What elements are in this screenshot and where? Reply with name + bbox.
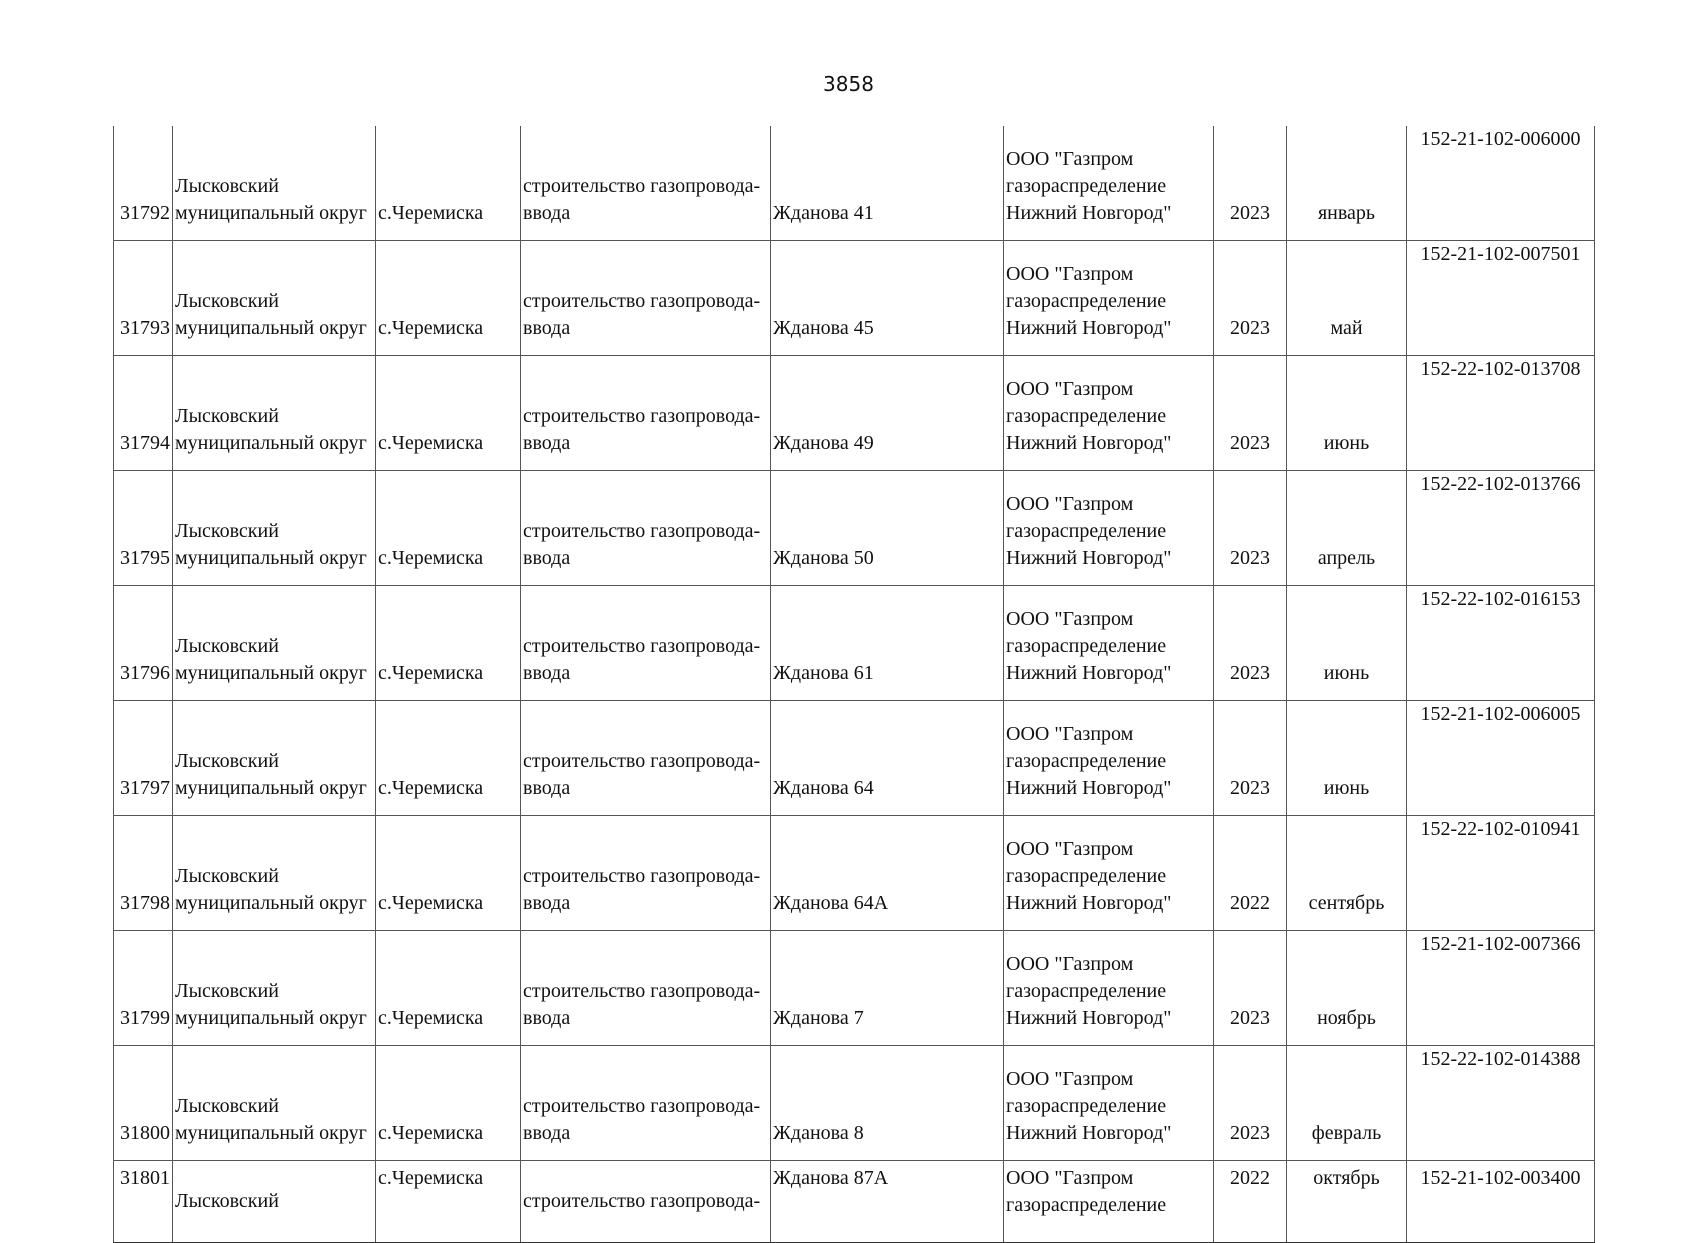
gas-connection-table [113, 126, 1595, 1243]
table-row [114, 356, 1595, 471]
organization-cell-text: Нижний Новгород" [1006, 432, 1172, 454]
table-row [114, 931, 1595, 1046]
organization-cell-text: газораспределение [1006, 635, 1167, 657]
village-cell-text: с.Черемиска [378, 202, 484, 224]
address-cell-text: Жданова 64А [773, 892, 889, 914]
year-cell [1214, 126, 1287, 241]
work-type-cell [521, 1046, 771, 1161]
address-cell-text: Жданова 45 [773, 317, 874, 339]
organization-cell [1004, 1161, 1214, 1243]
work-type-cell-text: строительство газопровода- [523, 750, 761, 772]
address-cell [771, 471, 1004, 586]
table-row [114, 586, 1595, 701]
address-cell-text: Жданова 8 [773, 1122, 864, 1144]
organization-cell-text: Нижний Новгород" [1006, 777, 1172, 799]
village-cell [376, 126, 521, 241]
organization-cell-text: газораспределение [1006, 750, 1167, 772]
row-number [114, 1161, 173, 1243]
table-row [114, 701, 1595, 816]
district-cell-text: муниципальный округ [175, 202, 367, 224]
district-cell-text: Лысковский [175, 750, 279, 772]
month-cell-text: июнь [1323, 662, 1370, 684]
year-cell-text: 2023 [1230, 662, 1270, 684]
application-code-cell [1407, 356, 1595, 471]
address-cell [771, 586, 1004, 701]
work-type-cell-text: ввода [523, 1007, 571, 1029]
month-cell [1287, 356, 1407, 471]
organization-cell-text: Нижний Новгород" [1006, 1007, 1172, 1029]
application-code-cell-text: 152-22-102-013766 [1420, 473, 1581, 495]
district-cell-text: Лысковский [175, 1190, 279, 1212]
month-cell [1287, 471, 1407, 586]
year-cell [1214, 586, 1287, 701]
month-cell [1287, 931, 1407, 1046]
row-number [114, 586, 173, 701]
application-code-cell-text: 152-21-102-007501 [1420, 243, 1581, 265]
district-cell-text: муниципальный округ [175, 1122, 367, 1144]
organization-cell-text: ООО "Газпром [1006, 1167, 1134, 1189]
organization-cell-text: ООО "Газпром [1006, 378, 1134, 400]
table-row [114, 1161, 1595, 1243]
work-type-cell [521, 816, 771, 931]
district-cell-text: муниципальный округ [175, 317, 367, 339]
village-cell [376, 471, 521, 586]
year-cell-text: 2022 [1230, 892, 1270, 914]
table-body [114, 126, 1595, 1243]
row-number [114, 701, 173, 816]
month-cell [1287, 1046, 1407, 1161]
organization-cell-text: газораспределение [1006, 175, 1167, 197]
district-cell-text: муниципальный округ [175, 892, 367, 914]
address-cell [771, 356, 1004, 471]
organization-cell-text: газораспределение [1006, 520, 1167, 542]
district-cell-text: Лысковский [175, 865, 279, 887]
table-row [114, 1046, 1595, 1161]
organization-cell-text: Нижний Новгород" [1006, 547, 1172, 569]
row-number [114, 931, 173, 1046]
village-cell-text: с.Черемиска [378, 1122, 484, 1144]
row-number-text: 31797 [120, 777, 170, 799]
row-number [114, 126, 173, 241]
year-cell-text: 2022 [1230, 1167, 1270, 1189]
month-cell [1287, 816, 1407, 931]
address-cell [771, 241, 1004, 356]
district-cell-text: Лысковский [175, 1095, 279, 1117]
organization-cell [1004, 471, 1214, 586]
district-cell-text: Лысковский [175, 980, 279, 1002]
address-cell-text: Жданова 61 [773, 662, 874, 684]
address-cell [771, 1161, 1004, 1243]
table-row [114, 471, 1595, 586]
table-row [114, 126, 1595, 241]
village-cell [376, 701, 521, 816]
row-number [114, 241, 173, 356]
month-cell [1287, 1161, 1407, 1243]
district-cell [173, 1161, 376, 1243]
application-code-cell-text: 152-22-102-013708 [1420, 358, 1581, 380]
month-cell-text: сентябрь [1308, 892, 1385, 914]
address-cell [771, 931, 1004, 1046]
month-cell-text: июнь [1323, 432, 1370, 454]
year-cell [1214, 356, 1287, 471]
organization-cell-text: Нижний Новгород" [1006, 317, 1172, 339]
application-code-cell-text: 152-21-102-007366 [1420, 933, 1581, 955]
month-cell-text: май [1330, 317, 1363, 339]
work-type-cell-text: строительство газопровода- [523, 865, 761, 887]
work-type-cell-text: ввода [523, 662, 571, 684]
work-type-cell-text: строительство газопровода- [523, 520, 761, 542]
organization-cell-text: ООО "Газпром [1006, 723, 1134, 745]
village-cell-text: с.Черемиска [378, 317, 484, 339]
month-cell-text: январь [1317, 202, 1376, 224]
organization-cell [1004, 241, 1214, 356]
page-number: 3858 [823, 72, 874, 96]
organization-cell-text: ООО "Газпром [1006, 1068, 1134, 1090]
application-code-cell [1407, 816, 1595, 931]
district-cell [173, 241, 376, 356]
work-type-cell-text: ввода [523, 1122, 571, 1144]
work-type-cell-text: ввода [523, 317, 571, 339]
application-code-cell [1407, 1046, 1595, 1161]
village-cell [376, 816, 521, 931]
organization-cell-text: ООО "Газпром [1006, 838, 1134, 860]
organization-cell-text: газораспределение [1006, 1095, 1167, 1117]
table-row [114, 241, 1595, 356]
month-cell-text: июнь [1323, 777, 1370, 799]
district-cell [173, 931, 376, 1046]
address-cell-text: Жданова 64 [773, 777, 874, 799]
row-number-text: 31794 [120, 432, 170, 454]
work-type-cell-text: ввода [523, 892, 571, 914]
village-cell-text: с.Черемиска [378, 662, 484, 684]
address-cell-text: Жданова 7 [773, 1007, 864, 1029]
work-type-cell-text: ввода [523, 202, 571, 224]
year-cell [1214, 701, 1287, 816]
row-number [114, 471, 173, 586]
village-cell-text: с.Черемиска [378, 1007, 484, 1029]
year-cell [1214, 816, 1287, 931]
organization-cell-text: ООО "Газпром [1006, 148, 1134, 170]
work-type-cell-text: ввода [523, 547, 571, 569]
application-code-cell [1407, 586, 1595, 701]
address-cell [771, 1046, 1004, 1161]
district-cell-text: муниципальный округ [175, 432, 367, 454]
address-cell-text: Жданова 41 [773, 202, 874, 224]
organization-cell-text: Нижний Новгород" [1006, 1122, 1172, 1144]
organization-cell-text: газораспределение [1006, 1194, 1167, 1216]
work-type-cell-text: строительство газопровода- [523, 290, 761, 312]
application-code-cell-text: 152-22-102-010941 [1420, 818, 1581, 840]
work-type-cell-text: строительство газопровода- [523, 980, 761, 1002]
district-cell-text: муниципальный округ [175, 777, 367, 799]
village-cell [376, 241, 521, 356]
organization-cell-text: Нижний Новгород" [1006, 892, 1172, 914]
work-type-cell [521, 701, 771, 816]
organization-cell [1004, 931, 1214, 1046]
district-cell-text: Лысковский [175, 520, 279, 542]
organization-cell [1004, 701, 1214, 816]
application-code-cell-text: 152-22-102-016153 [1420, 588, 1581, 610]
work-type-cell [521, 356, 771, 471]
year-cell [1214, 241, 1287, 356]
row-number-text: 31796 [120, 662, 170, 684]
application-code-cell-text: 152-21-102-006000 [1420, 128, 1581, 150]
organization-cell-text: газораспределение [1006, 405, 1167, 427]
organization-cell-text: Нижний Новгород" [1006, 202, 1172, 224]
application-code-cell [1407, 471, 1595, 586]
application-code-cell [1407, 701, 1595, 816]
application-code-cell [1407, 126, 1595, 241]
month-cell [1287, 701, 1407, 816]
month-cell [1287, 586, 1407, 701]
organization-cell-text: ООО "Газпром [1006, 608, 1134, 630]
year-cell-text: 2023 [1230, 1122, 1270, 1144]
row-number [114, 816, 173, 931]
village-cell [376, 931, 521, 1046]
work-type-cell [521, 471, 771, 586]
application-code-cell [1407, 1161, 1595, 1243]
village-cell-text: с.Черемиска [378, 777, 484, 799]
work-type-cell [521, 126, 771, 241]
table-row [114, 816, 1595, 931]
address-cell [771, 816, 1004, 931]
work-type-cell [521, 586, 771, 701]
district-cell [173, 701, 376, 816]
address-cell [771, 701, 1004, 816]
district-cell [173, 471, 376, 586]
row-number-text: 31800 [120, 1122, 170, 1144]
village-cell-text: с.Черемиска [378, 892, 484, 914]
village-cell [376, 1161, 521, 1243]
work-type-cell [521, 1161, 771, 1243]
application-code-cell-text: 152-21-102-006005 [1420, 703, 1581, 725]
year-cell-text: 2023 [1230, 202, 1270, 224]
month-cell [1287, 126, 1407, 241]
year-cell-text: 2023 [1230, 547, 1270, 569]
month-cell [1287, 241, 1407, 356]
row-number-text: 31793 [120, 317, 170, 339]
work-type-cell-text: строительство газопровода- [523, 1190, 761, 1212]
work-type-cell [521, 931, 771, 1046]
work-type-cell-text: ввода [523, 777, 571, 799]
application-code-cell-text: 152-22-102-014388 [1420, 1048, 1581, 1070]
application-code-cell-text: 152-21-102-003400 [1420, 1167, 1581, 1189]
row-number [114, 1046, 173, 1161]
address-cell [771, 126, 1004, 241]
village-cell [376, 1046, 521, 1161]
work-type-cell [521, 241, 771, 356]
address-cell-text: Жданова 87А [773, 1167, 889, 1189]
district-cell [173, 586, 376, 701]
year-cell-text: 2023 [1230, 1007, 1270, 1029]
district-cell-text: Лысковский [175, 290, 279, 312]
organization-cell-text: Нижний Новгород" [1006, 662, 1172, 684]
organization-cell [1004, 356, 1214, 471]
organization-cell-text: газораспределение [1006, 290, 1167, 312]
work-type-cell-text: строительство газопровода- [523, 1095, 761, 1117]
year-cell-text: 2023 [1230, 432, 1270, 454]
district-cell [173, 1046, 376, 1161]
village-cell [376, 586, 521, 701]
row-number-text: 31795 [120, 547, 170, 569]
application-code-cell [1407, 241, 1595, 356]
district-cell-text: муниципальный округ [175, 1007, 367, 1029]
row-number-text: 31801 [120, 1167, 170, 1189]
village-cell-text: с.Черемиска [378, 432, 484, 454]
year-cell [1214, 471, 1287, 586]
year-cell-text: 2023 [1230, 317, 1270, 339]
work-type-cell-text: строительство газопровода- [523, 405, 761, 427]
year-cell-text: 2023 [1230, 777, 1270, 799]
application-code-cell [1407, 931, 1595, 1046]
month-cell-text: ноябрь [1317, 1007, 1376, 1029]
district-cell-text: Лысковский [175, 405, 279, 427]
organization-cell-text: ООО "Газпром [1006, 953, 1134, 975]
organization-cell-text: газораспределение [1006, 980, 1167, 1002]
district-cell [173, 816, 376, 931]
row-number-text: 31799 [120, 1007, 170, 1029]
district-cell [173, 126, 376, 241]
organization-cell-text: ООО "Газпром [1006, 493, 1134, 515]
work-type-cell-text: строительство газопровода- [523, 635, 761, 657]
district-cell-text: муниципальный округ [175, 547, 367, 569]
organization-cell [1004, 586, 1214, 701]
month-cell-text: февраль [1311, 1122, 1382, 1144]
work-type-cell-text: ввода [523, 432, 571, 454]
year-cell [1214, 1046, 1287, 1161]
village-cell-text: с.Черемиска [378, 547, 484, 569]
village-cell-text: с.Черемиска [378, 1167, 484, 1189]
address-cell-text: Жданова 49 [773, 432, 874, 454]
village-cell [376, 356, 521, 471]
organization-cell-text: ООО "Газпром [1006, 263, 1134, 285]
row-number-text: 31798 [120, 892, 170, 914]
organization-cell [1004, 1046, 1214, 1161]
work-type-cell-text: строительство газопровода- [523, 175, 761, 197]
organization-cell [1004, 126, 1214, 241]
district-cell-text: Лысковский [175, 175, 279, 197]
row-number [114, 356, 173, 471]
year-cell [1214, 931, 1287, 1046]
district-cell-text: Лысковский [175, 635, 279, 657]
organization-cell-text: газораспределение [1006, 865, 1167, 887]
year-cell [1214, 1161, 1287, 1243]
address-cell-text: Жданова 50 [773, 547, 874, 569]
district-cell-text: муниципальный округ [175, 662, 367, 684]
month-cell-text: апрель [1317, 547, 1376, 569]
month-cell-text: октябрь [1313, 1167, 1380, 1189]
district-cell [173, 356, 376, 471]
row-number-text: 31792 [120, 202, 170, 224]
organization-cell [1004, 816, 1214, 931]
